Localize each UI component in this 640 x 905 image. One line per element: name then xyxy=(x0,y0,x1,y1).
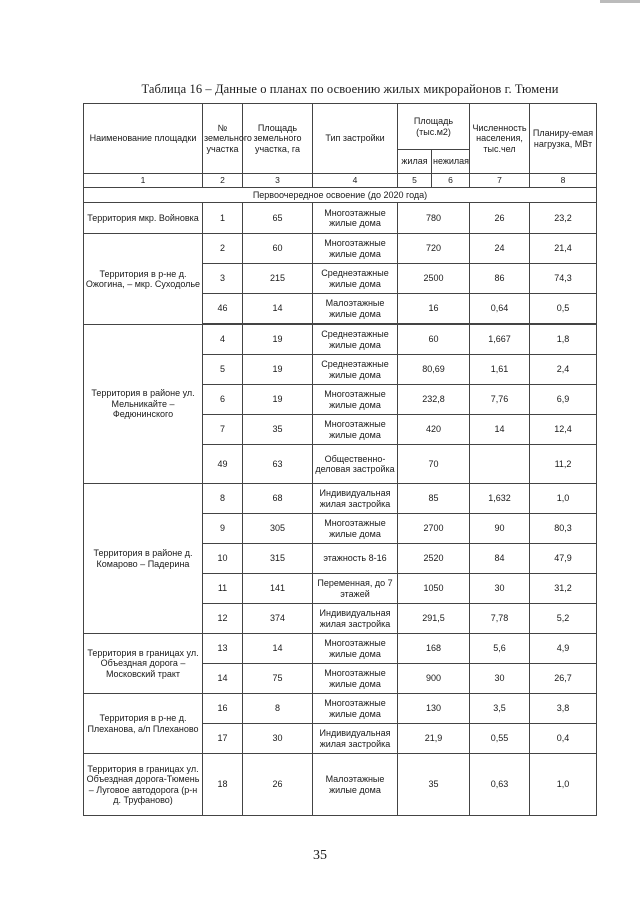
population: 7,76 xyxy=(470,385,530,415)
build-type: Многоэтажные жилые дома xyxy=(313,234,398,264)
plot-area: 19 xyxy=(243,355,313,385)
population: 5,6 xyxy=(470,634,530,664)
site-name: Территория в границах ул. Объездная дорога-Тюмень – Луговое автодорога (р-н д. Труфаново) xyxy=(84,754,203,816)
planned-load: 47,9 xyxy=(530,544,597,574)
build-type: Многоэтажные жилые дома xyxy=(313,385,398,415)
area-residential: 85 xyxy=(398,484,470,514)
planned-load: 4,9 xyxy=(530,634,597,664)
planned-load: 1,0 xyxy=(530,754,597,816)
column-number: 5 xyxy=(398,174,432,188)
plot-number: 9 xyxy=(203,514,243,544)
header-population: Численность населения, тыс.чел xyxy=(470,104,530,174)
area-residential: 720 xyxy=(398,234,470,264)
site-name: Территория в районе ул. Мельникайте – Федюнинского xyxy=(84,325,203,484)
housing-plan-table xyxy=(83,103,597,816)
build-type: Переменная, до 7 этажей xyxy=(313,574,398,604)
plot-area: 14 xyxy=(243,294,313,324)
population: 30 xyxy=(470,664,530,694)
plot-area: 30 xyxy=(243,724,313,754)
planned-load: 12,4 xyxy=(530,415,597,445)
area-residential: 2700 xyxy=(398,514,470,544)
column-number: 3 xyxy=(243,174,313,188)
table-caption: Таблица 16 – Данные о планах по освоению жилых микрорайонов г. Тюмени xyxy=(141,82,559,96)
area-residential: 420 xyxy=(398,415,470,445)
area-residential: 168 xyxy=(398,634,470,664)
population xyxy=(470,445,530,484)
area-residential: 900 xyxy=(398,664,470,694)
plot-area: 19 xyxy=(243,325,313,355)
column-number: 2 xyxy=(203,174,243,188)
site-name: Территория в р-не д. Ожогина, – мкр. Суходолье xyxy=(84,234,203,325)
plot-area: 75 xyxy=(243,664,313,694)
planned-load: 23,2 xyxy=(530,203,597,234)
population: 90 xyxy=(470,514,530,544)
plot-number: 17 xyxy=(203,724,243,754)
plot-area: 26 xyxy=(243,754,313,816)
plot-area: 374 xyxy=(243,604,313,634)
plot-area: 141 xyxy=(243,574,313,604)
population: 0,63 xyxy=(470,754,530,816)
area-residential: 60 xyxy=(398,325,470,355)
section-title: Первоочередное освоение (до 2020 года) xyxy=(84,188,597,203)
planned-load: 31,2 xyxy=(530,574,597,604)
plot-area: 65 xyxy=(243,203,313,234)
population: 84 xyxy=(470,544,530,574)
population: 1,667 xyxy=(470,325,530,355)
plot-number: 14 xyxy=(203,664,243,694)
plot-number: 16 xyxy=(203,694,243,724)
column-number-row xyxy=(84,174,597,188)
planned-load: 2,4 xyxy=(530,355,597,385)
plot-number: 3 xyxy=(203,264,243,294)
planned-load: 11,2 xyxy=(530,445,597,484)
column-number: 6 xyxy=(432,174,470,188)
planned-load: 80,3 xyxy=(530,514,597,544)
area-residential: 21,9 xyxy=(398,724,470,754)
plot-area: 215 xyxy=(243,264,313,294)
area-residential: 1050 xyxy=(398,574,470,604)
planned-load: 26,7 xyxy=(530,664,597,694)
header-area: Площадь (тыс.м2) xyxy=(398,104,470,150)
planned-load: 1,8 xyxy=(530,325,597,355)
build-type: Многоэтажные жилые дома xyxy=(313,664,398,694)
planned-load: 74,3 xyxy=(530,264,597,294)
plot-area: 315 xyxy=(243,544,313,574)
plot-number: 46 xyxy=(203,294,243,324)
header-area-nonresidential: нежилая xyxy=(432,150,470,174)
table-row xyxy=(84,754,597,816)
site-name: Территория в р-не д. Плеханова, а/п Плеханово xyxy=(84,694,203,754)
population: 0,55 xyxy=(470,724,530,754)
plot-number: 13 xyxy=(203,634,243,664)
population: 0,64 xyxy=(470,294,530,324)
plot-area: 305 xyxy=(243,514,313,544)
area-nonresidential: 70 xyxy=(398,445,470,484)
planned-load: 5,2 xyxy=(530,604,597,634)
area-residential: 16 xyxy=(398,294,470,324)
population: 1,61 xyxy=(470,355,530,385)
build-type: Многоэтажные жилые дома xyxy=(313,694,398,724)
plot-number: 5 xyxy=(203,355,243,385)
plot-area: 14 xyxy=(243,634,313,664)
plot-number: 2 xyxy=(203,234,243,264)
plot-number: 4 xyxy=(203,325,243,355)
site-name: Территория в районе д. Комарово – Падерина xyxy=(84,484,203,634)
column-number: 1 xyxy=(84,174,203,188)
plot-number: 12 xyxy=(203,604,243,634)
plot-number: 1 xyxy=(203,203,243,234)
header-load: Планиру-емая нагрузка, МВт xyxy=(530,104,597,174)
planned-load: 1,0 xyxy=(530,484,597,514)
plot-number: 8 xyxy=(203,484,243,514)
table-row xyxy=(84,634,597,664)
column-number: 4 xyxy=(313,174,398,188)
table-row xyxy=(84,203,597,234)
table-row xyxy=(84,484,597,514)
population: 24 xyxy=(470,234,530,264)
table-row xyxy=(84,694,597,724)
build-type: Индивидуальная жилая застройка xyxy=(313,724,398,754)
build-type: Индивидуальная жилая застройка xyxy=(313,604,398,634)
header-build-type: Тип застройки xyxy=(313,104,398,174)
build-type: Среднеэтажные жилые дома xyxy=(313,355,398,385)
plot-area: 8 xyxy=(243,694,313,724)
area-residential: 2520 xyxy=(398,544,470,574)
site-name: Территория в границах ул. Объездная дорога – Московский тракт xyxy=(84,634,203,694)
plot-area: 19 xyxy=(243,385,313,415)
population: 7,78 xyxy=(470,604,530,634)
build-type: Среднеэтажные жилые дома xyxy=(313,264,398,294)
population: 30 xyxy=(470,574,530,604)
area-residential: 232,8 xyxy=(398,385,470,415)
table-row xyxy=(84,325,597,355)
area-residential: 2500 xyxy=(398,264,470,294)
plot-number: 49 xyxy=(203,445,243,484)
population: 26 xyxy=(470,203,530,234)
build-type: Индивидуальная жилая застройка xyxy=(313,484,398,514)
planned-load: 0,5 xyxy=(530,294,597,324)
header-plot-area: Площадь земельного участка, га xyxy=(243,104,313,174)
build-type: Многоэтажные жилые дома xyxy=(313,415,398,445)
area-residential: 780 xyxy=(398,203,470,234)
header-site: Наименование площадки xyxy=(84,104,203,174)
area-residential: 35 xyxy=(398,754,470,816)
area-residential: 291,5 xyxy=(398,604,470,634)
population: 1,632 xyxy=(470,484,530,514)
population: 3,5 xyxy=(470,694,530,724)
plot-number: 10 xyxy=(203,544,243,574)
planned-load: 6,9 xyxy=(530,385,597,415)
page-number: 35 xyxy=(313,848,327,863)
plot-number: 18 xyxy=(203,754,243,816)
population: 86 xyxy=(470,264,530,294)
build-type: Многоэтажные жилые дома xyxy=(313,514,398,544)
plot-area: 60 xyxy=(243,234,313,264)
planned-load: 3,8 xyxy=(530,694,597,724)
build-type: Малоэтажные жилые дома xyxy=(313,754,398,816)
area-residential: 80,69 xyxy=(398,355,470,385)
plot-area: 35 xyxy=(243,415,313,445)
planned-load: 0,4 xyxy=(530,724,597,754)
header-area-residential: жилая xyxy=(398,150,432,174)
site-name: Территория мкр. Войновка xyxy=(84,203,203,234)
plot-number: 11 xyxy=(203,574,243,604)
plot-area: 68 xyxy=(243,484,313,514)
build-type: Малоэтажные жилые дома xyxy=(313,294,398,324)
build-type: Многоэтажные жилые дома xyxy=(313,203,398,234)
column-number: 7 xyxy=(470,174,530,188)
build-type: Общественно-деловая застройка xyxy=(313,445,398,484)
area-residential: 130 xyxy=(398,694,470,724)
header-plot-number: № земельного участка xyxy=(203,104,243,174)
scan-edge-mark xyxy=(600,0,640,3)
planned-load: 21,4 xyxy=(530,234,597,264)
population: 14 xyxy=(470,415,530,445)
table-row xyxy=(84,234,597,264)
plot-number: 7 xyxy=(203,415,243,445)
plot-number: 6 xyxy=(203,385,243,415)
build-type: Многоэтажные жилые дома xyxy=(313,634,398,664)
column-number: 8 xyxy=(530,174,597,188)
plot-area: 63 xyxy=(243,445,313,484)
build-type: Среднеэтажные жилые дома xyxy=(313,325,398,355)
build-type: этажность 8-16 xyxy=(313,544,398,574)
